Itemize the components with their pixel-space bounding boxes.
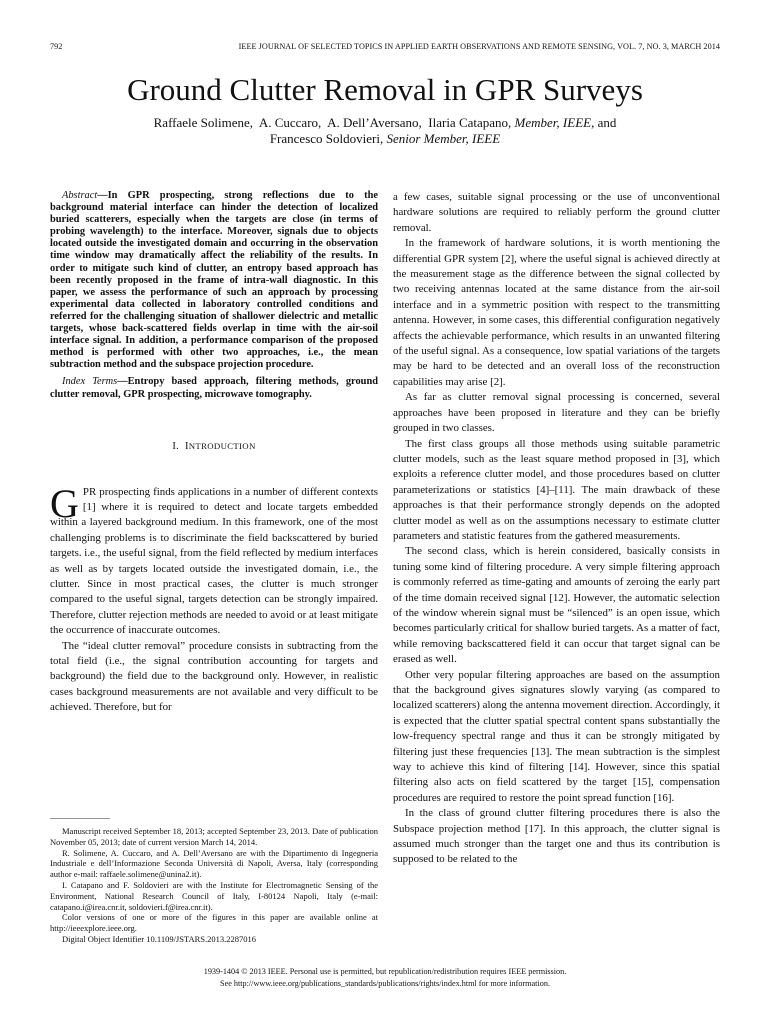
- author-role: Member, IEEE,: [514, 115, 595, 130]
- author-name: Ilaria Catapano,: [428, 115, 512, 130]
- section-number: I.: [172, 440, 180, 452]
- section-title-initial: I: [184, 440, 189, 452]
- drop-cap: G: [50, 480, 79, 526]
- journal-name: IEEE JOURNAL OF SELECTED TOPICS IN APPLIED EARTH OBSERVATIONS AND REMOTE SENSING, VOL. 7, NO. 3, MARCH 2014: [238, 42, 720, 51]
- footnote: I. Catapano and F. Soldovieri are with the Institute for Electromagnetic Sensing of the Environment, National Research Council of Italy, I-80124 Napoli, Italy (e-mail: catapano.i@irea.cnr.it, soldovieri.f@irea.cnr.it).: [50, 879, 378, 912]
- body-paragraph: In the class of ground clutter filtering procedures there is also the Subspace projection method [17]. In this approach, the clutter signal is assumed much stronger than the target one and thus its contribution is supposed to be related to the: [393, 807, 720, 866]
- paragraph-text: PR prospecting finds applications in a number of different contexts [1] where it is required to detect and locate targets embedded within a layered background medium. In this framework, one of the most challenging problems is to discriminate the field backscattered by buried targets. i.e., the useful signal, from the field reflected by medium interfaces as well as by targets located outside the investigated domain, i.e., the clutter. Since in most practical cases, the clutter is much stronger compared to the useful signal, targets detection can be strongly impaired. Therefore, clutter rejection methods are needed to avoid or at least mitigate the occurrence of inaccurate outcomes.: [50, 485, 378, 637]
- section-title-rest: NTRODUCTION: [188, 440, 256, 451]
- body-paragraph: The first class groups all those methods using suitable parametric clutter models, such as the least square method proposed in [3], which exploits a reference clutter model, and those procedures based on clutter parameterizations or statistics [4]–[11]. The main drawback of these approaches is that their performance strongly depends on the adopted clutter model as well as on the assumptions necessary to estimate clutter parameters and statistic features from the gathered measurements.: [393, 437, 720, 542]
- abstract: [50, 190, 378, 371]
- footnote: Color versions of one or more of the figures in this paper are available online at http://ieeexplore.ieee.org.: [50, 912, 378, 934]
- author-conjunction: and: [597, 115, 617, 130]
- body-paragraph: a few cases, suitable signal processing or the use of unconventional hardware solutions are required to reliably perform the ground clutter removal.: [393, 191, 720, 234]
- running-header: [50, 42, 720, 56]
- section-heading: [50, 441, 378, 452]
- author-name: A. Dell’Aversano,: [327, 115, 422, 130]
- left-column: [50, 190, 378, 716]
- copyright-line: 1939-1404 © 2013 IEEE. Personal use is permitted, but republication/redistribution requires IEEE permission.: [203, 967, 567, 976]
- author-name: A. Cuccaro,: [258, 115, 322, 130]
- footnote: R. Solimene, A. Cuccaro, and A. Dell’Aversano are with the Dipartimento di Ingegneria Industriale e dell’Informazione Seconda Università di Napoli, Aversa, Italy (corresponding author e-mail: raffaele.solimene@unina2.it).: [50, 847, 378, 880]
- body-paragraph: The second class, which is herein considered, basically consists in tuning some kind of filtering procedure. A very simple filtering approach is commonly referred as time-gating and amounts of zeroing the early part of the time domain received signal [12]. However, the automatic selection of the window wherein signal must be “silenced” is an open issue, which becomes particularly critical for shallow buried targets. As a matter of fact, while removing backscattered field it can occur that target signal can be erased as well.: [393, 545, 720, 666]
- author-name: Francesco Soldovieri,: [269, 130, 384, 146]
- index-terms-text: —Entropy based approach, filtering methods, ground clutter removal, GPR prospecting, microwave tomography.: [50, 376, 378, 400]
- right-column: [393, 190, 720, 868]
- abstract-label: Abstract: [62, 190, 98, 201]
- page-number: 792: [50, 42, 63, 51]
- author-role: Senior Member, IEEE: [386, 130, 501, 146]
- footnotes: [50, 826, 378, 945]
- footnote-rule: [50, 818, 110, 819]
- copyright-line: See http://www.ieee.org/publications_standards/publications/rights/index.html for more information.: [220, 979, 550, 988]
- paper-title: Ground Clutter Removal in GPR Surveys: [127, 72, 643, 107]
- author-list: [50, 115, 720, 146]
- author-name: Raffaele Solimene,: [153, 115, 254, 130]
- body-paragraph: The “ideal clutter removal” procedure consists in subtracting from the total field (i.e., the signal contribution accounting for targets and background) the field due to the background only. However, in realistic cases background measurements are not available and very difficult to be achieved. Therefore, but for: [50, 639, 378, 714]
- body-paragraph: In the framework of hardware solutions, it is worth mentioning the differential GPR system [2], where the useful signal is achieved directly at the measurement stage as the difference between the signal collected by two receiving antennas located at the same distance from the air-soil interface and in a symmetric position with respect to the transmitting antenna. However, in some cases, this differential configuration negatively affects the achievable performance, which results in an unwanted filtering of the useful signal. As a consequence, low spatial variations of the targets may be hard to be detected and an overall loss of the reconstruction capabilities may arise [2].: [393, 237, 720, 388]
- footnote: Manuscript received September 18, 2013; accepted September 23, 2013. Date of publication November 05, 2013; date of current version March 14, 2014.: [50, 826, 378, 847]
- copyright-notice: [50, 966, 720, 990]
- body-paragraph: Other very popular filtering approaches are based on the assumption that the background gives signatures slowly varying (as compared to localized scatterers) along the antenna movement direction. Accordingly, it is expected that the clutter spatial spectral content spans substantially the low-frequency spectral range and thus it can be strongly mitigated by filtering just these frequencies [13]. The mean subtraction is the simplest way to achieve this kind of filtering [14]. However, since this spatial filtering also acts on field scattered by the target [15], compensation procedures are required to restore the point spread function [16].: [393, 668, 720, 804]
- index-terms: [50, 376, 378, 400]
- abstract-text: —In GPR prospecting, strong reflections due to the background material interface can hinder the detection of localized buried scatterers, especially when the targets are close (in terms of probing wavelength) to the interface. Moreover, signals due to objects located outside the investigated domain and occurring in the observation time window may dramatically affect the reliability of the results. In order to mitigate such kind of clutter, an entropy based approach has been recently proposed in the frame of intra-wall diagnostic. In this paper, we assess the performance of such an approach by processing experimental data collected in laboratory controlled conditions and referred for the challenging situation of shallower dielectric and metallic targets, whose back-scattered fields overlap in time with the air-soil interface signal. In addition, a performance comparison of the proposed method is performed with other two approaches, i.e., the mean subtraction method and the subspace projection procedure.: [50, 190, 378, 371]
- body-paragraph: As far as clutter removal signal processing is concerned, several approaches have been proposed in literature and they can be briefly grouped in two classes.: [393, 391, 720, 435]
- footnote: Digital Object Identifier 10.1109/JSTARS.2013.2287016: [62, 933, 257, 944]
- index-terms-label: Index Terms: [62, 376, 118, 388]
- body-paragraph: [50, 480, 378, 639]
